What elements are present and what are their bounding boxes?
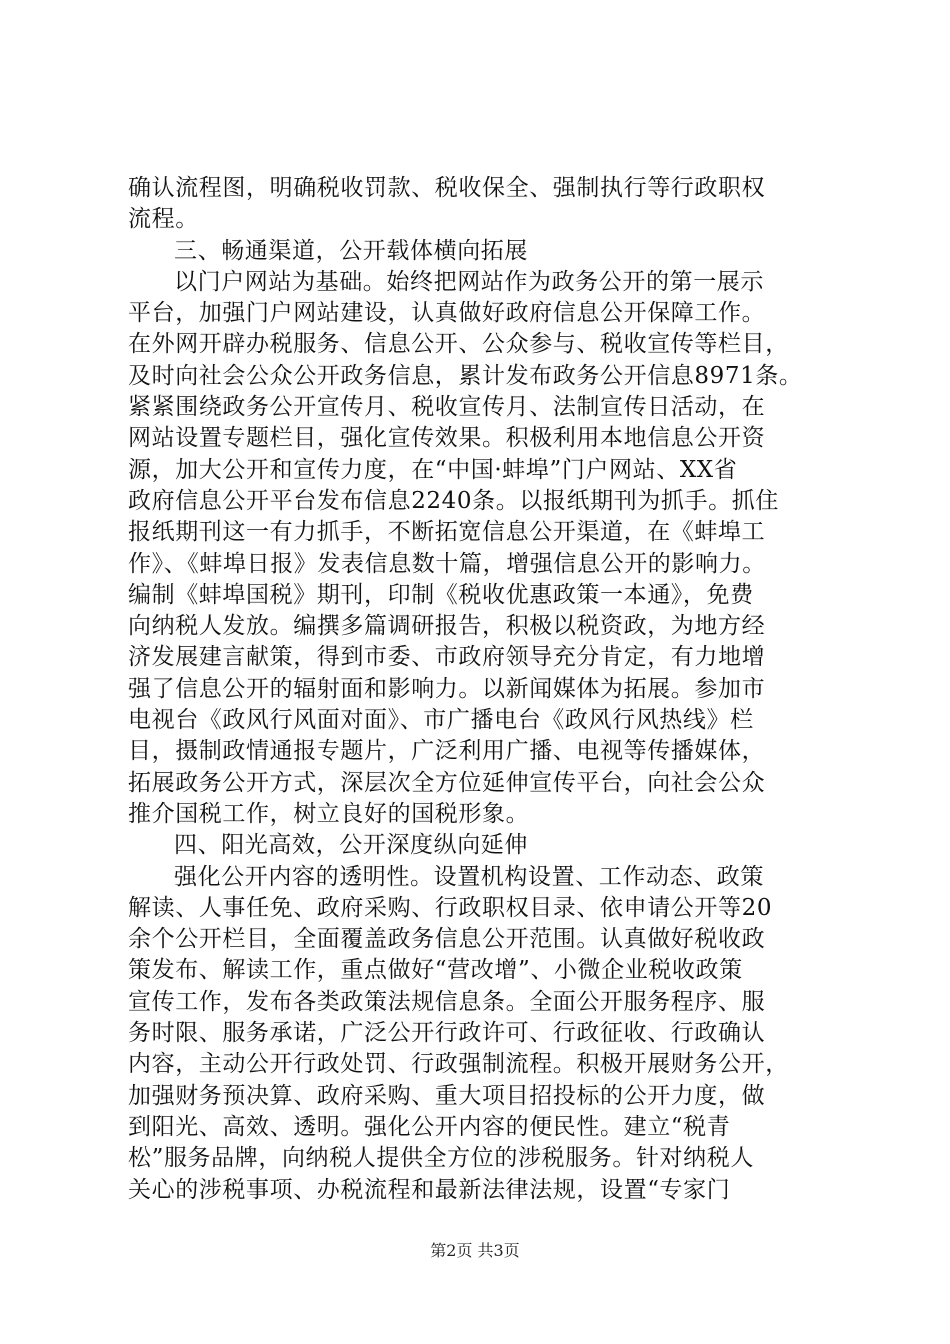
- text-line: 拓展政务公开方式，深层次全方位延伸宣传平台，向社会公众: [128, 769, 766, 796]
- text-line: 宣传工作，发布各类政策法规信息条。全面公开服务程序、服: [128, 988, 766, 1015]
- text-line: 三、畅通渠道，公开载体横向拓展: [174, 237, 528, 264]
- text-line: 策发布、解读工作，重点做好“营改增”、小微企业税收政策: [128, 957, 743, 984]
- text-line: 四、阳光高效，公开深度纵向延伸: [174, 832, 528, 859]
- text-line: 强化公开内容的透明性。设置机构设置、工作动态、政策: [174, 863, 764, 890]
- text-line: 关心的涉税事项、办税流程和最新法律法规，设置“专家门: [128, 1176, 731, 1203]
- document-body: [128, 173, 828, 1206]
- text-line: 在外网开辟办税服务、信息公开、公众参与、税收宣传等栏目，: [128, 331, 789, 358]
- text-line: 报纸期刊这一有力抓手，不断拓宽信息公开渠道，在《蚌埠工: [128, 519, 766, 546]
- text-line: 加强财务预决算、政府采购、重大项目招投标的公开力度，做: [128, 1082, 766, 1109]
- text-line: 流程。: [128, 206, 199, 233]
- text-line: 内容，主动公开行政处罚、行政强制流程。积极开展财务公开，: [128, 1051, 789, 1078]
- text-line: 源，加大公开和宣传力度，在“中国·蚌埠”门户网站、XX省: [128, 456, 738, 483]
- text-line: 政府信息公开平台发布信息2240条。以报纸期刊为抓手。抓住: [128, 487, 779, 514]
- text-line: 以门户网站为基础。始终把网站作为政务公开的第一展示: [174, 268, 764, 295]
- text-line: 编制《蚌埠国税》期刊，印制《税收优惠政策一本通》，免费: [128, 581, 754, 608]
- text-line: 确认流程图，明确税收罚款、税收保全、强制执行等行政职权: [128, 175, 766, 201]
- text-line: 向纳税人发放。编撰多篇调研报告，积极以税资政，为地方经: [128, 613, 766, 640]
- text-line: 目，摄制政情通报专题片，广泛利用广播、电视等传播媒体，: [128, 738, 766, 765]
- text-line: 务时限、服务承诺，广泛公开行政许可、行政征收、行政确认: [128, 1020, 766, 1047]
- text-line: 平台，加强门户网站建设，认真做好政府信息公开保障工作。: [128, 300, 766, 327]
- text-line: 作》、《蚌埠日报》发表信息数十篇，增强信息公开的影响力。: [128, 550, 766, 577]
- text-line: 余个公开栏目，全面覆盖政务信息公开范围。认真做好税收政: [128, 926, 766, 953]
- page-footer: 第2页 共3页: [430, 1241, 520, 1260]
- text-line: 网站设置专题栏目，强化宣传效果。积极利用本地信息公开资: [128, 425, 766, 452]
- text-line: 到阳光、高效、透明。强化公开内容的便民性。建立“税青: [128, 1113, 731, 1140]
- text-line: 解读、人事任免、政府采购、行政职权目录、依申请公开等20: [128, 894, 773, 921]
- text-line: 强了信息公开的辐射面和影响力。以新闻媒体为拓展。参加市: [128, 675, 766, 702]
- text-line: 松”服务品牌，向纳税人提供全方位的涉税服务。针对纳税人: [128, 1145, 754, 1172]
- text-line: 电视台《政风行风面对面》、市广播电台《政风行风热线》栏: [128, 707, 754, 734]
- text-line: 紧紧围绕政务公开宣传月、税收宣传月、法制宣传日活动，在: [128, 394, 766, 421]
- text-line: 推介国税工作，树立良好的国税形象。: [128, 800, 530, 827]
- text-line: 及时向社会公众公开政务信息，累计发布政务公开信息8971条。: [128, 362, 803, 389]
- text-line: 济发展建言献策，得到市委、市政府领导充分肯定，有力地增: [128, 644, 766, 671]
